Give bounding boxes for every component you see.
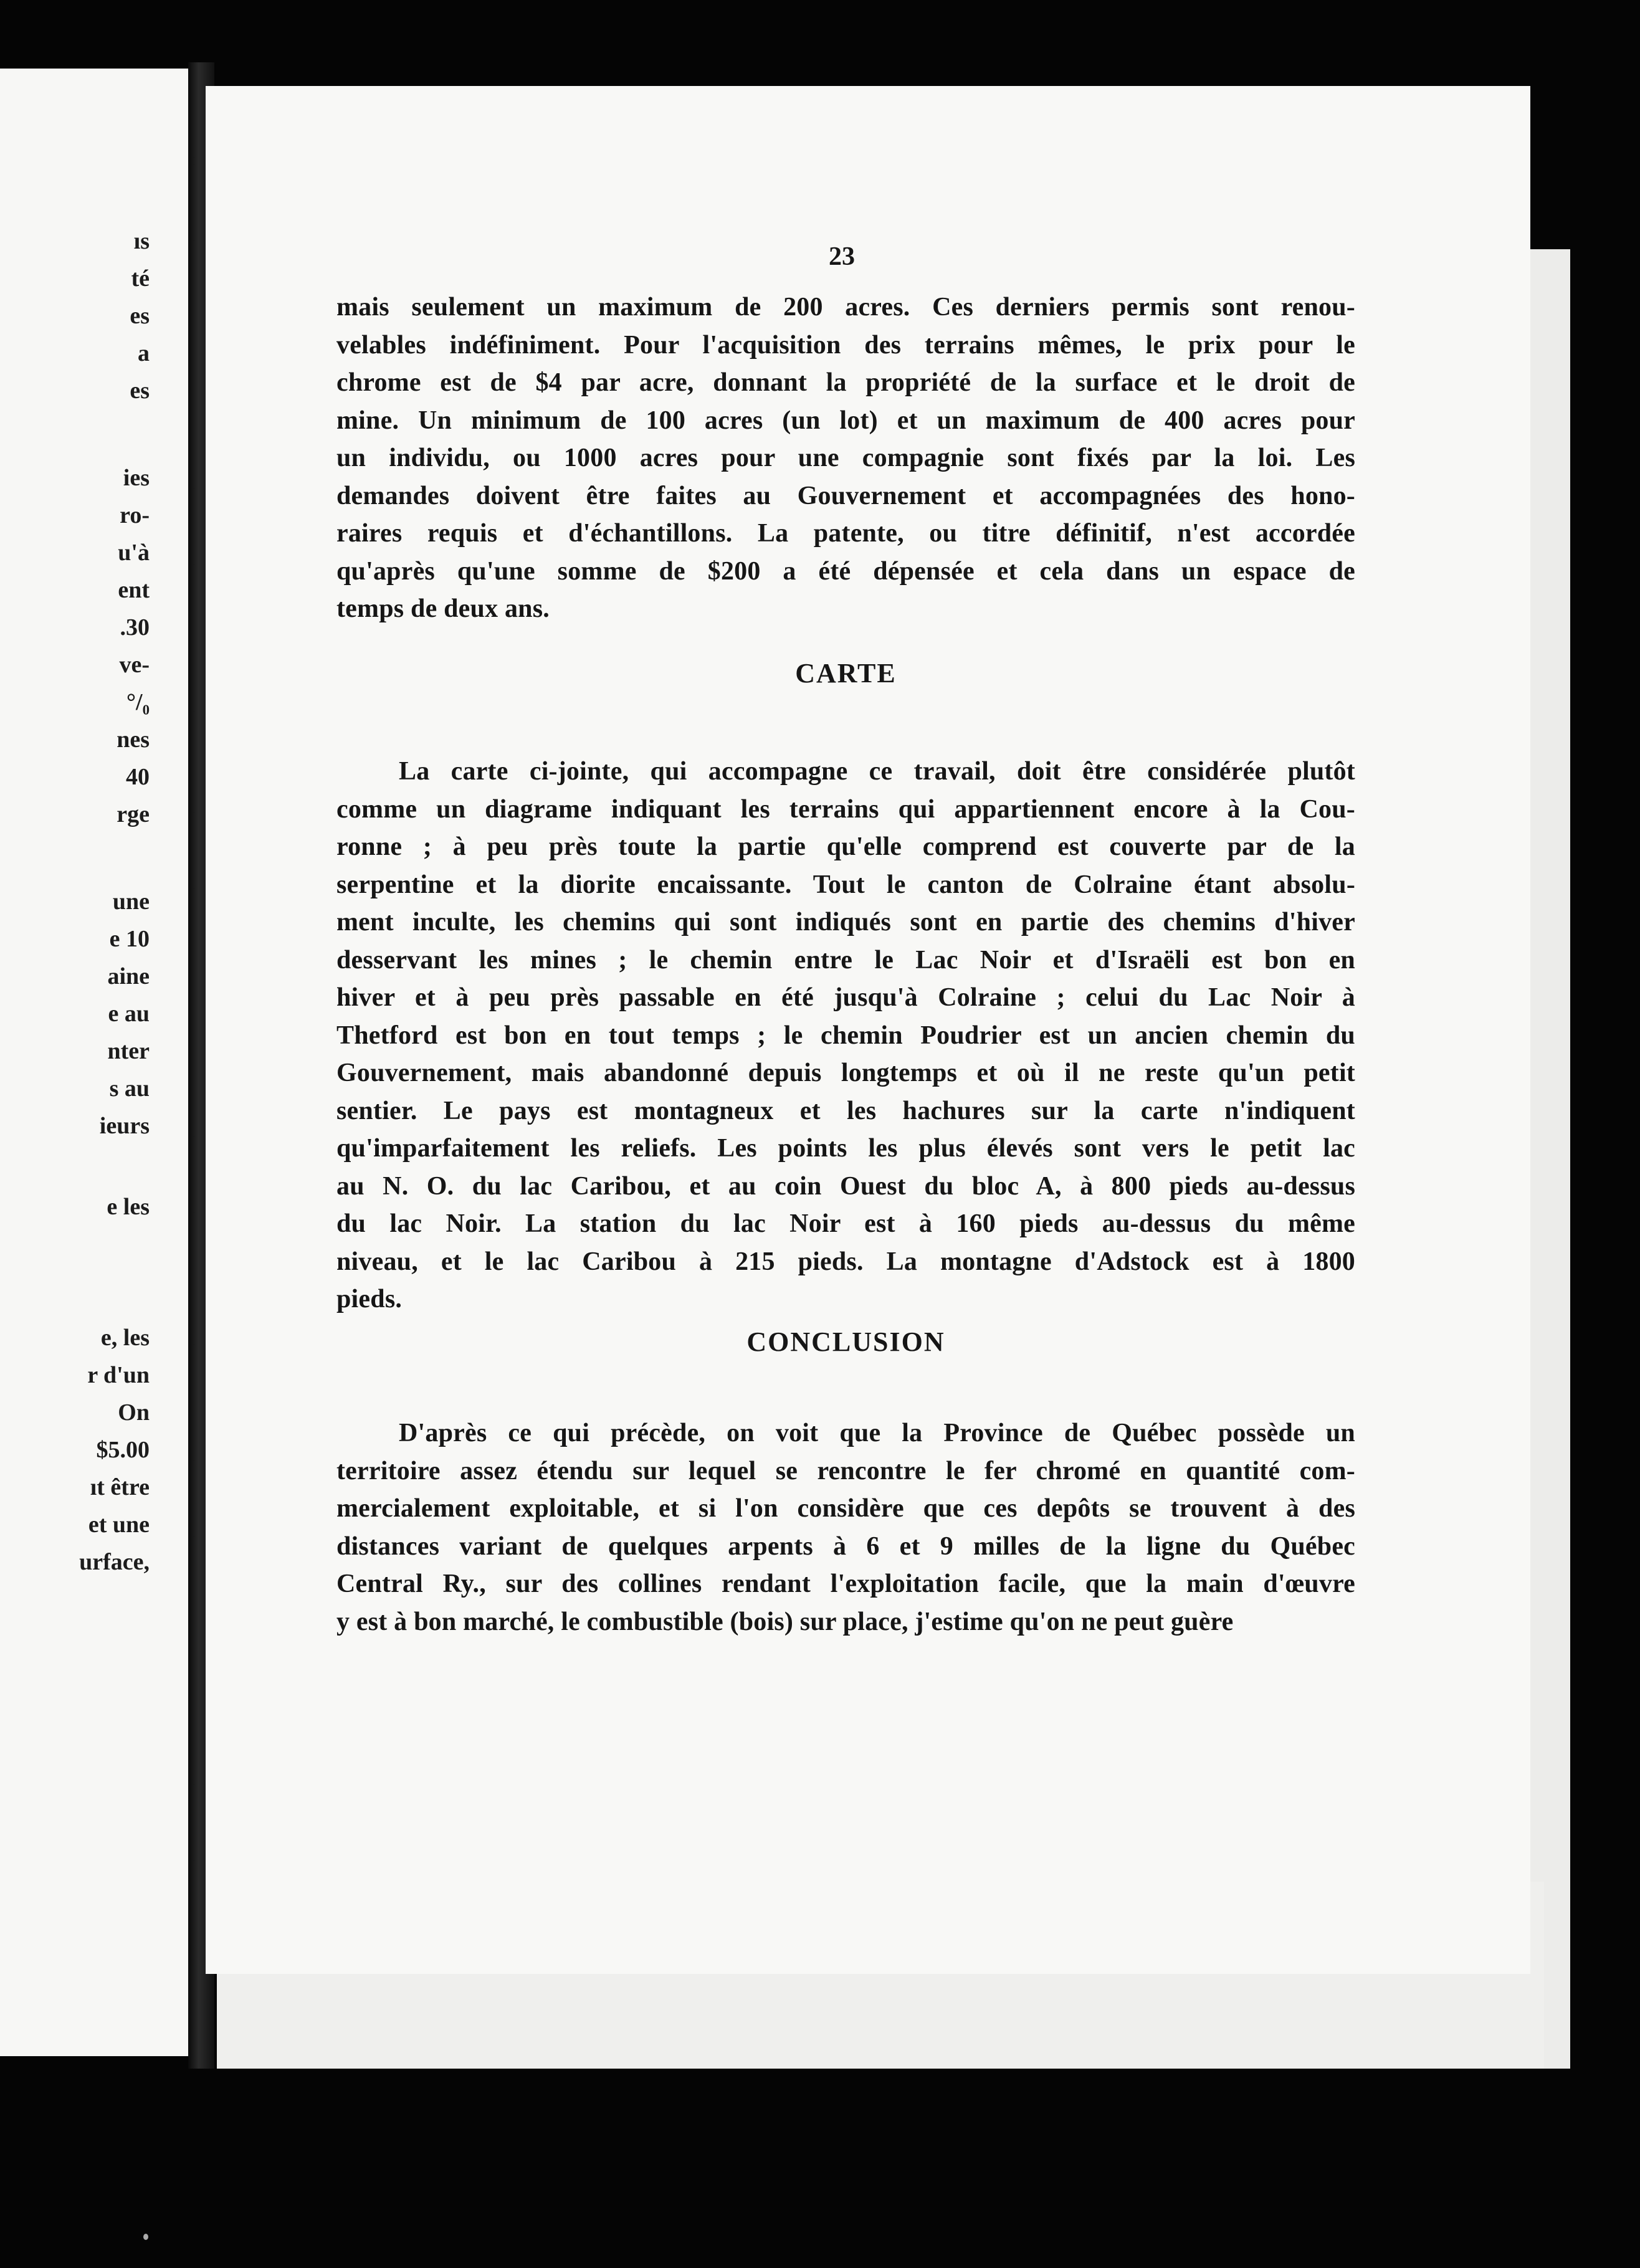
text-line: territoire assez étendu sur lequel se rencontre le fer chromé en quantité com- <box>336 1456 1355 1485</box>
page-number: 23 <box>829 242 855 271</box>
text-line: mais seulement un maximum de 200 acres. Ces derniers permis sont renou- <box>336 293 1355 322</box>
text-line: velables indéfiniment. Pour l'acquisition des terrains mêmes, le prix pour le <box>336 330 1355 360</box>
left-page-text-fragment: une <box>112 889 150 915</box>
left-page-fragment <box>0 69 191 2056</box>
left-page-text-fragment: 40 <box>126 764 150 790</box>
left-page-text-fragment: nes <box>117 727 150 753</box>
text-line: hiver et à peu près passable en été jusqu'à Colraine ; celui du Lac Noir à <box>336 983 1355 1012</box>
left-page-text-fragment: es <box>130 378 150 404</box>
text-line: comme un diagrame indiquant les terrains qui appartiennent encore à la Cou- <box>336 794 1355 824</box>
text-line: y est à bon marché, le combustible (bois) sur place, j'estime qu'on ne peut guère <box>336 1607 1234 1636</box>
text-line: desservant les mines ; le chemin entre le Lac Noir et d'Israëli est bon en <box>336 945 1355 974</box>
left-page-text-fragment: °/₀ <box>126 689 150 715</box>
text-line: ment inculte, les chemins qui sont indiqués sont en partie des chemins d'hiver <box>336 908 1355 936</box>
left-page-text-fragment: e au <box>108 1001 150 1027</box>
text-line: un individu, ou 1000 acres pour une compagnie sont fixés par la loi. Les <box>336 444 1355 472</box>
left-page-text-fragment: .30 <box>120 614 150 641</box>
left-page-text-fragment: e les <box>107 1194 150 1220</box>
text-line: qu'après qu'une somme de $200 a été dépensée et cela dans un espace de <box>336 556 1355 586</box>
left-page-text-fragment: $5.00 <box>96 1437 150 1463</box>
left-page-text-fragment: ıt être <box>90 1474 150 1500</box>
text-line: Central Ry., sur des collines rendant l'exploitation facile, que la main d'œuvre <box>336 1570 1355 1598</box>
left-page-text-fragment: rge <box>117 801 150 827</box>
text-line: niveau, et le lac Caribou à 215 pieds. La montagne d'Adstock est à 1800 <box>336 1247 1355 1276</box>
left-page-text-fragment: a <box>138 340 150 366</box>
scan-speck <box>143 2234 148 2240</box>
text-line: Gouvernement, mais abandonné depuis longtemps et où il ne reste qu'un petit <box>336 1059 1355 1087</box>
paragraph-permits <box>336 288 1355 628</box>
left-page-text-fragment: ies <box>123 465 150 491</box>
text-line: distances variant de quelques arpents à 6 et 9 milles de la ligne du Québec <box>336 1532 1355 1561</box>
text-line: qu'imparfaitement les reliefs. Les points les plus élevés sont vers le petit lac <box>336 1134 1355 1163</box>
text-line: pieds. <box>336 1285 403 1313</box>
left-page-text-fragment: e, les <box>100 1325 150 1351</box>
text-line: D'après ce qui précède, on voit que la Province de Québec possède un <box>399 1419 1355 1447</box>
text-line: raires requis et d'échantillons. La patente, ou titre définitif, n'est accordée <box>336 519 1355 548</box>
text-line: La carte ci-jointe, qui accompagne ce travail, doit être considérée plutôt <box>399 757 1355 786</box>
left-page-text-fragment: nter <box>107 1038 150 1064</box>
text-line: serpentine et la diorite encaissante. Tout le canton de Colraine étant absolu- <box>336 870 1355 899</box>
text-line: au N. O. du lac Caribou, et au coin Ouest du bloc A, à 800 pieds au-dessus <box>336 1171 1355 1201</box>
back-page-edge <box>1527 249 1570 2069</box>
left-page-text-fragment: et une <box>88 1512 150 1538</box>
text-line: ronne ; à peu près toute la partie qu'elle comprend est couverte par de la <box>336 832 1355 861</box>
text-line: temps de deux ans. <box>336 594 550 623</box>
left-page-text-fragment: es <box>130 303 150 329</box>
text-line: mine. Un minimum de 100 acres (un lot) et un maximum de 400 acres pour <box>336 406 1355 435</box>
heading-conclusion: CONCLUSION <box>746 1327 945 1357</box>
text-line: demandes doivent être faites au Gouvernement et accompagnées des hono- <box>336 481 1355 510</box>
left-page-text-fragment: ve- <box>119 652 150 678</box>
paragraph-conclusion <box>336 1414 1355 1641</box>
left-page-text-fragment: On <box>118 1399 150 1426</box>
left-page-text-fragment: urface, <box>79 1549 150 1575</box>
text-line: mercialement exploitable, et si l'on considère que ces depôts se trouvent à des <box>336 1494 1355 1523</box>
left-page-text-fragment: té <box>131 265 150 292</box>
left-page-text-fragment: ent <box>118 577 150 603</box>
text-line: du lac Noir. La station du lac Noir est à 160 pieds au-dessus du même <box>336 1209 1355 1238</box>
left-page-text-fragment: s au <box>109 1075 150 1102</box>
paragraph-carte <box>336 753 1355 1318</box>
main-page <box>206 86 1530 1974</box>
left-page-text-fragment: u'à <box>118 540 150 566</box>
left-page-text-fragment: r d'un <box>87 1362 150 1388</box>
left-page-text-fragment: ıs <box>133 228 150 254</box>
text-line: chrome est de $4 par acre, donnant la propriété de la surface et le droit de <box>336 368 1355 397</box>
text-line: sentier. Le pays est montagneux et les hachures sur la carte n'indiquent <box>336 1096 1355 1125</box>
left-page-text-fragment: e 10 <box>109 926 150 952</box>
left-page-text-fragment: ieurs <box>99 1113 150 1139</box>
text-line: Thetford est bon en tout temps ; le chemin Poudrier est un ancien chemin du <box>336 1021 1355 1050</box>
heading-carte: CARTE <box>795 658 897 688</box>
left-page-text-fragment: ro- <box>120 502 150 528</box>
left-page-text-fragment: aine <box>107 963 150 989</box>
